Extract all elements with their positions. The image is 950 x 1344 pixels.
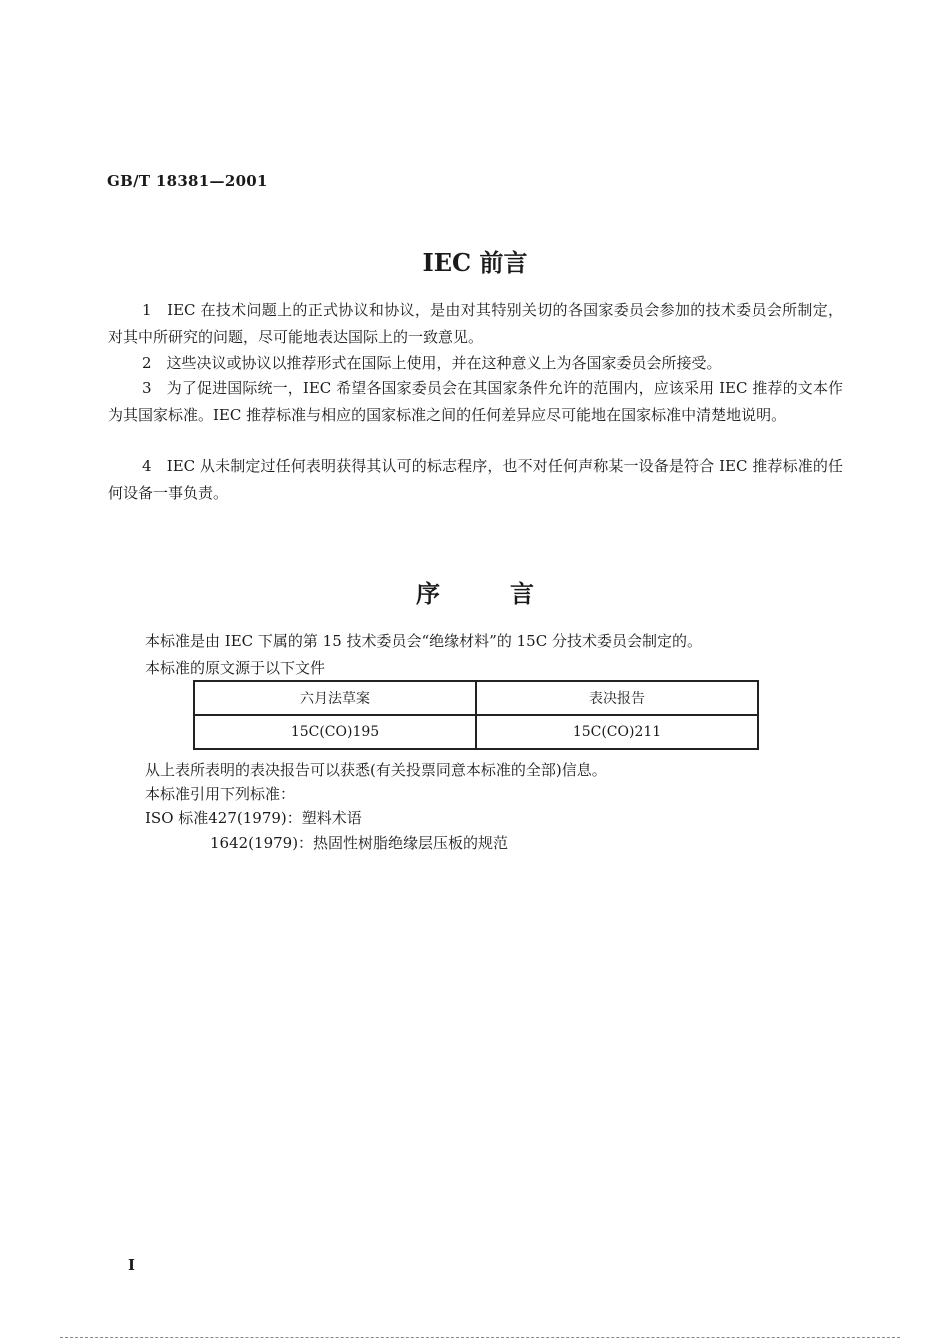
preface-origin-line: 本标准是由 IEC 下属的第 15 技术委员会“绝缘材料”的 15C 分技术委员会制定的。 [145,632,702,650]
reference-item: ISO 标准427(1979)：塑料术语 [145,809,362,827]
preface-voting-line: 从上表所表明的表决报告可以获悉(有关投票同意本标准的全部)信息。 [145,761,607,779]
preface-references-intro: 本标准引用下列标准： [145,785,296,803]
table-cell: 15C(CO)211 [476,715,758,749]
iec-foreword-title: IEC 前言 [422,248,528,277]
iec-foreword-paragraph: 3 为了促进国际统一，IEC 希望各国家委员会在其国家条件允许的范围内，应该采用 IEC 推荐的文本作为其国家标准。IEC 推荐标准与相应的国家标准之间的任何差异应尽可能地在国家标准中清楚地说明。 [108,379,843,424]
table-header-cell: 六月法草案 [194,681,476,715]
iec-foreword-paragraph: 2 这些决议或协议以推荐形式在国际上使用，并在这种意义上为各国家委员会所接受。 [142,354,722,372]
table-header-cell: 表决报告 [476,681,758,715]
iec-foreword-paragraph: 1 IEC 在技术问题上的正式协议和协议，是由对其特别关切的各国家委员会参加的技术委员会所制定，对其中所研究的问题，尽可能地表达国际上的一致意见。 [108,301,843,346]
reference-item: 1642(1979)：热固性树脂绝缘层压板的规范 [210,834,509,852]
source-documents-table [193,680,759,750]
iec-foreword-paragraph: 4 IEC 从未制定过任何表明获得其认可的标志程序，也不对任何声称某一设备是符合 IEC 推荐标准的任何设备一事负责。 [108,457,843,502]
table-row [194,715,758,749]
preface-title: 序言 [416,579,604,608]
preface-source-line: 本标准的原文源于以下文件 [145,659,326,677]
document-id: GB/T 18381—2001 [107,172,268,190]
footer-divider [60,1337,900,1338]
table-cell: 15C(CO)195 [194,715,476,749]
table-header-row [194,681,758,715]
page-number: I [128,1256,136,1274]
